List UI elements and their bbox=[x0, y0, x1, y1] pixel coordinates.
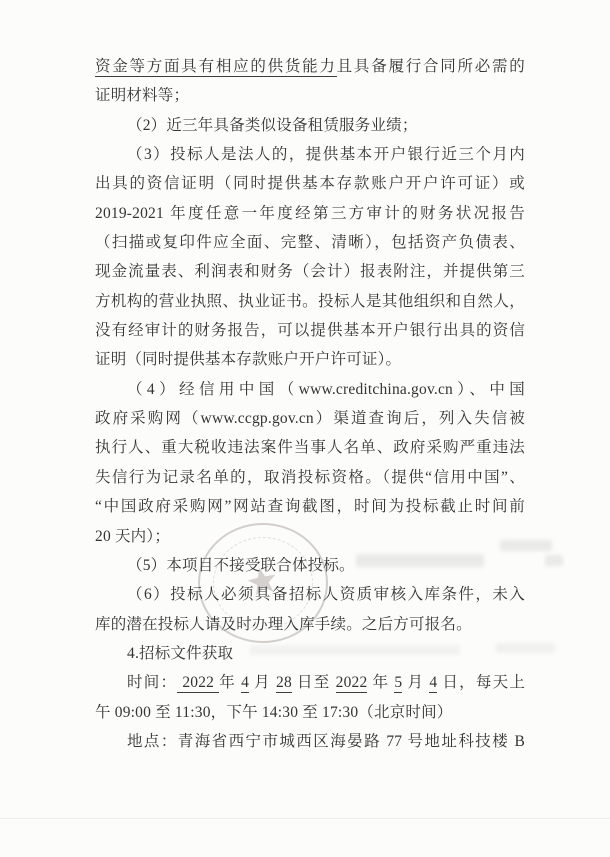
text-line bbox=[95, 169, 525, 198]
text-segment: 日，每天上 bbox=[437, 674, 526, 692]
text-line bbox=[95, 375, 525, 404]
text-segment: 现金流量表、利润表和财务（会计）报表附注，并提供第三 bbox=[95, 263, 525, 281]
text-line bbox=[95, 287, 525, 316]
underlined-text: 5 bbox=[394, 674, 403, 692]
underlined-text: 4 bbox=[241, 674, 250, 692]
text-line bbox=[95, 522, 525, 551]
text-line bbox=[95, 698, 525, 727]
text-segment: 4.招标文件获取 bbox=[127, 644, 234, 662]
text-segment: 执行人、重大税收违法案件当事人名单、政府采购严重违法 bbox=[95, 439, 525, 457]
scan-artifact-line bbox=[0, 818, 610, 819]
text-segment: 午 09:00 至 11:30，下午 14:30 至 17:30（北京时间） bbox=[95, 703, 453, 721]
text-segment: “中国政府采购网”网站查询截图，时间为投标截止时间前 bbox=[95, 498, 525, 516]
text-segment: 证明材料等； bbox=[95, 87, 190, 105]
text-segment: 日至 bbox=[291, 674, 336, 692]
text-segment: （6）投标人必须具备招标人资质审核入库条件，未入 bbox=[127, 586, 525, 604]
underlined-text: 4 bbox=[429, 674, 438, 692]
text-line bbox=[95, 228, 525, 257]
text-segment: 年 bbox=[219, 674, 242, 692]
text-segment: 月 bbox=[402, 674, 430, 692]
text-segment: 月 bbox=[249, 674, 277, 692]
text-line bbox=[95, 727, 525, 756]
text-segment: 出具的资信证明（同时提供基本存款账户开户许可证）或 bbox=[95, 175, 525, 193]
text-line bbox=[95, 404, 525, 433]
text-line bbox=[95, 140, 525, 169]
text-segment: 20 天内）； bbox=[95, 527, 171, 545]
text-segment: 库的潜在投标人请及时办理入库手续。之后方可报名。 bbox=[95, 615, 472, 633]
text-line bbox=[95, 345, 525, 374]
text-line bbox=[95, 111, 525, 140]
text-segment: 方机构的营业执照、执业证书。投标人是其他组织和自然人， bbox=[95, 292, 525, 310]
text-segment: 年 bbox=[367, 674, 395, 692]
text-line bbox=[95, 610, 525, 639]
text-segment: （扫描或复印件应全面、完整、清晰），包括资产负债表、 bbox=[95, 234, 525, 252]
text-line bbox=[95, 81, 525, 110]
text-line bbox=[95, 257, 525, 286]
text-segment: 时间： bbox=[127, 674, 178, 692]
text-segment: （4）经信用中国（www.creditchina.gov.cn）、中国 bbox=[127, 380, 525, 398]
text-segment: （5）本项目不接受联合体投标。 bbox=[127, 556, 355, 574]
text-segment: 2019-2021 年度任意一年度经第三方审计的财务状况报告 bbox=[95, 204, 525, 222]
text-segment: 政府采购网（www.ccgp.gov.cn）渠道查询后，列入失信被 bbox=[95, 410, 525, 428]
text-line bbox=[95, 551, 525, 580]
text-line bbox=[95, 199, 525, 228]
text-line bbox=[95, 316, 525, 345]
text-segment: （2）近三年具备类似设备租赁服务业绩； bbox=[127, 116, 418, 134]
bleedthrough-smudge bbox=[545, 555, 563, 566]
text-line bbox=[95, 668, 525, 697]
text-line bbox=[95, 639, 525, 668]
text-line bbox=[95, 492, 525, 521]
underlined-text: 2022 bbox=[177, 674, 220, 692]
underlined-text: 28 bbox=[276, 674, 292, 692]
text-segment: 失信行为记录名单的，取消投标资格。（提供“信用中国”、 bbox=[95, 468, 525, 486]
text-segment: （3）投标人是法人的，提供基本开户银行近三个月内 bbox=[127, 146, 525, 164]
text-block bbox=[95, 52, 525, 756]
text-line bbox=[95, 580, 525, 609]
text-line bbox=[95, 463, 525, 492]
text-segment: 证明（同时提供基本存款账户开户许可证）。 bbox=[95, 351, 402, 369]
text-segment: 且具备履行合同所必需的 bbox=[336, 58, 525, 75]
text-line bbox=[95, 52, 525, 81]
text-line bbox=[95, 433, 525, 462]
text-segment: 没有经审计的财务报告，可以提供基本开户银行出具的资信 bbox=[95, 322, 525, 340]
text-segment: 地点：青海省西宁市城西区海晏路 77 号地址科技楼 B bbox=[127, 732, 525, 750]
underlined-text: 2022 bbox=[335, 674, 368, 692]
underlined-text: 资金等方面具有相应的供货能力 bbox=[95, 58, 337, 75]
